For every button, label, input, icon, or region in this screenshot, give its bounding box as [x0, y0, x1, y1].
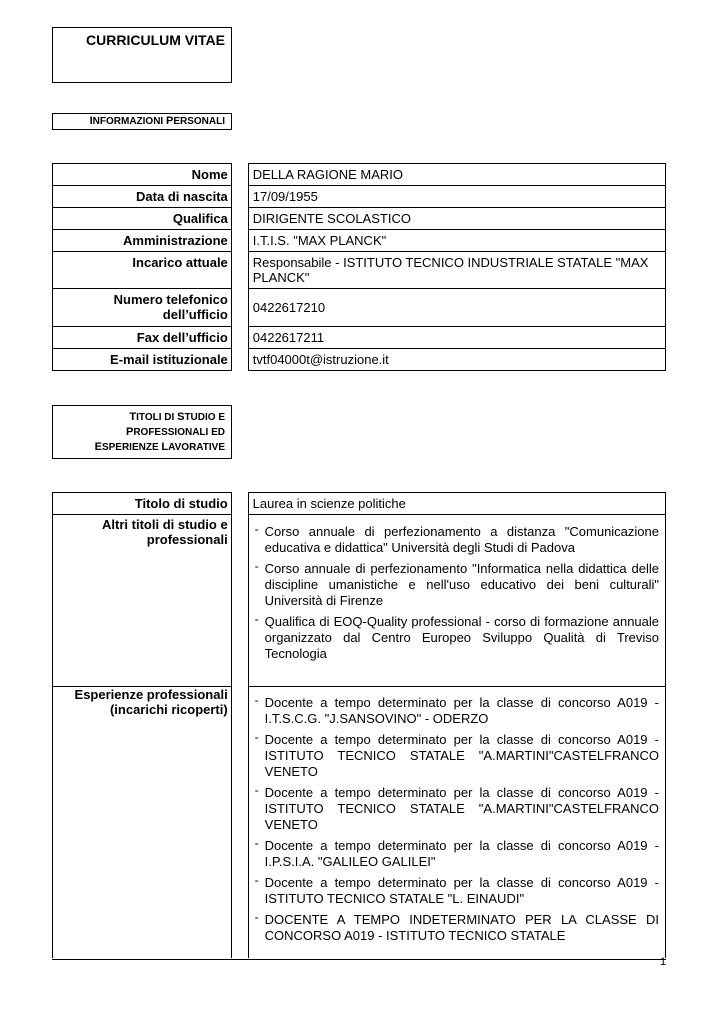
value-nome: DELLA RAGIONE MARIO — [248, 164, 665, 186]
table-row — [53, 208, 666, 230]
list-item: - DOCENTE A TEMPO INDETERMINATO PER LA CLASSE DI CONCORSO A019 - ISTITUTO TECNICO STATALE — [253, 912, 659, 944]
table-row — [53, 349, 666, 371]
label-altri-titoli: Altri titoli di studio e professionali — [53, 515, 232, 687]
list-item: - Corso annuale di perfezionamento a distanza "Comunicazione educativa e didattica" Università degli Studi di Padova — [253, 524, 659, 556]
label-data-nascita: Data di nascita — [53, 186, 232, 208]
label-titolo-studio: Titolo di studio — [53, 493, 232, 515]
label-qualifica: Qualifica — [53, 208, 232, 230]
table-row — [53, 252, 666, 289]
value-numero-telefonico: 0422617210 — [248, 289, 665, 327]
label-numero-telefonico: Numero telefonico dell’ufficio — [53, 289, 232, 327]
list-item: - Docente a tempo determinato per la classe di concorso A019 - ISTITUTO TECNICO STATALE "A.MARTINI"CASTELFRANCO VENETO — [253, 785, 659, 833]
label-email: E-mail istituzionale — [53, 349, 232, 371]
list-item: - Docente a tempo determinato per la classe di concorso A019 - ISTITUTO TECNICO STATALE "A.MARTINI"CASTELFRANCO VENETO — [253, 732, 659, 780]
other-titles-list — [248, 515, 665, 687]
value-qualifica: DIRIGENTE SCOLASTICO — [248, 208, 665, 230]
table-row — [53, 164, 666, 186]
table-row — [53, 230, 666, 252]
value-incarico-attuale: Responsabile - ISTITUTO TECNICO INDUSTRIALE STATALE "MAX PLANCK" — [248, 252, 665, 289]
table-row — [53, 493, 666, 515]
value-fax: 0422617211 — [248, 327, 665, 349]
footer-divider — [52, 959, 666, 960]
label-incarico-attuale: Incarico attuale — [53, 252, 232, 289]
page-number: 1 — [660, 956, 667, 968]
education-table — [52, 492, 666, 967]
cv-title: CURRICULUM VITAE — [86, 32, 225, 48]
list-item: - Qualifica di EOQ-Quality professional - corso di formazione annuale organizzato dal Centro Europeo Sviluppo Qualità di Treviso Tecnologia — [253, 614, 659, 662]
value-email: tvtf04000t@istruzione.it — [248, 349, 665, 371]
label-nome: Nome — [53, 164, 232, 186]
label-amministrazione: Amministrazione — [53, 230, 232, 252]
label-esperienze: Esperienze professionali (incarichi ricoperti) — [53, 687, 232, 967]
table-row — [53, 289, 666, 327]
personal-info-table — [52, 163, 666, 371]
value-data-nascita: 17/09/1955 — [248, 186, 665, 208]
list-item: - Docente a tempo determinato per la classe di concorso A019 - I.P.S.I.A. "GALILEO GALILEI" — [253, 838, 659, 870]
list-item: - Docente a tempo determinato per la classe di concorso A019 - ISTITUTO TECNICO STATALE "L. EINAUDI" — [253, 875, 659, 907]
section-studies: TITOLI DI STUDIO E PROFESSIONALI ED ESPERIENZE LAVORATIVE — [52, 405, 232, 459]
value-amministrazione: I.T.I.S. "MAX PLANCK" — [248, 230, 665, 252]
label-fax: Fax dell’ufficio — [53, 327, 232, 349]
table-row — [53, 186, 666, 208]
table-row — [53, 327, 666, 349]
cv-title-box — [52, 27, 232, 83]
table-row — [53, 687, 666, 967]
section-personal-info: INFORMAZIONI PERSONALI — [52, 113, 232, 130]
table-row — [53, 515, 666, 687]
list-item: - Docente a tempo determinato per la classe di concorso A019 - I.T.S.C.G. "J.SANSOVINO" - ODERZO — [253, 695, 659, 727]
list-item: - Corso annuale di perfezionamento "Informatica nella didattica delle discipline umanistiche e nell'uso educativo dei beni culturali" Università di Firenze — [253, 561, 659, 609]
value-titolo-studio: Laurea in scienze politiche — [248, 493, 665, 515]
experience-list — [248, 687, 665, 967]
